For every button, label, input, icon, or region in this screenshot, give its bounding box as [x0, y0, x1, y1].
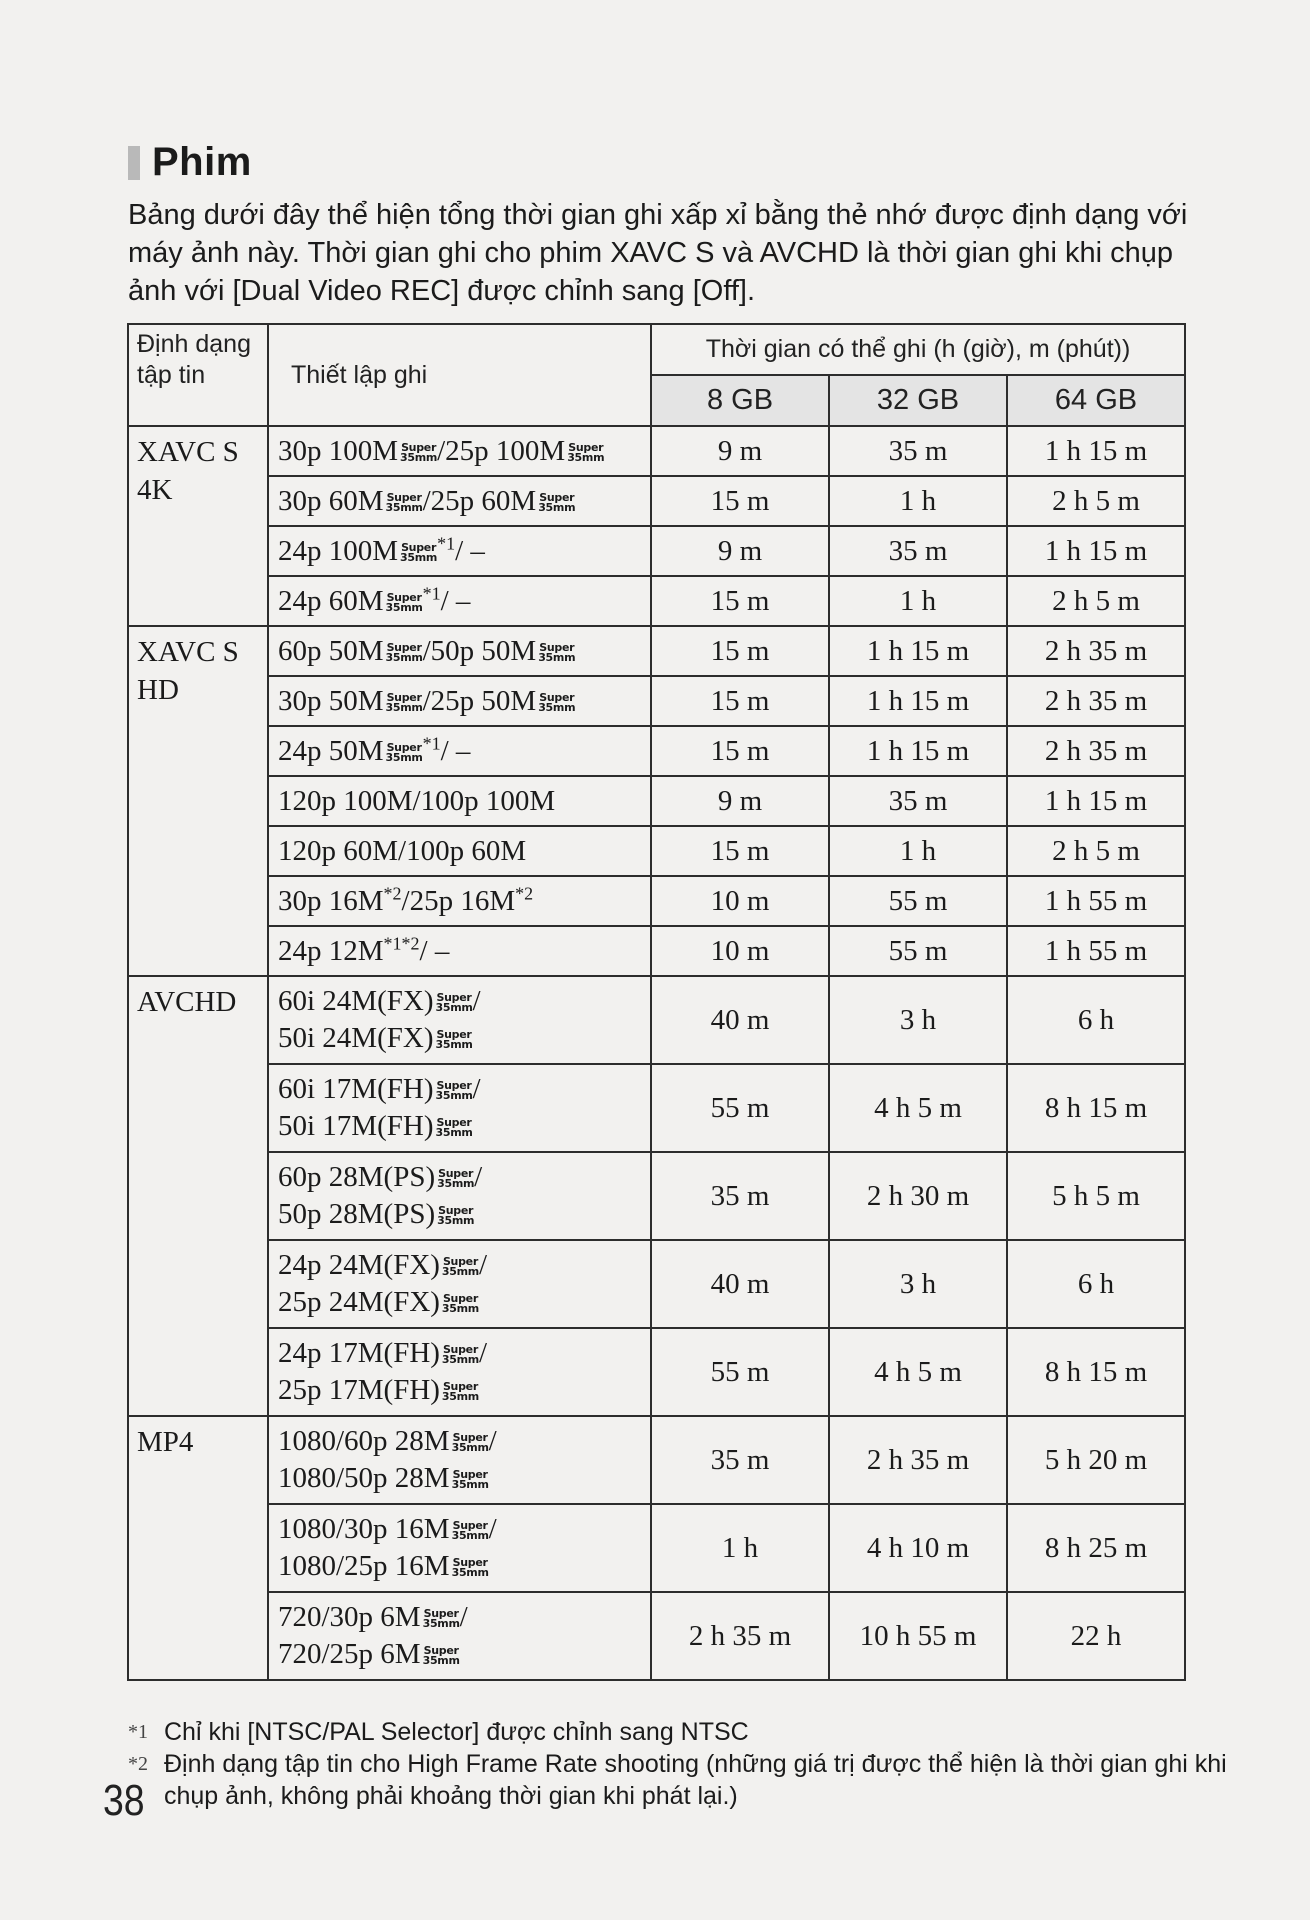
header-capacity-64gb: 64 GB — [1007, 375, 1185, 426]
super35mm-icon: Super 35mm — [435, 1028, 473, 1052]
super35mm-icon: Super 35mm — [435, 1079, 473, 1103]
table-row — [128, 1240, 1185, 1328]
header-capacity-8gb: 8 GB — [651, 375, 829, 426]
super35mm-icon: Super 35mm — [422, 1644, 460, 1668]
super35mm-icon: Super 35mm — [451, 1431, 489, 1455]
heading-marker — [128, 146, 140, 180]
time-8gb-cell: 2 h 35 m — [651, 1592, 829, 1680]
table-row — [128, 1064, 1185, 1152]
time-32gb-cell: 2 h 35 m — [829, 1416, 1007, 1504]
time-64gb-cell: 2 h 5 m — [1007, 576, 1185, 626]
super35mm-icon: Super 35mm — [441, 1343, 479, 1367]
footnote-ref: *1*2 — [383, 932, 420, 953]
table-row — [128, 1416, 1185, 1504]
super35mm-icon: Super 35mm — [435, 991, 473, 1015]
time-64gb-cell: 5 h 5 m — [1007, 1152, 1185, 1240]
table-row — [128, 576, 1185, 626]
super35mm-icon: Super 35mm — [437, 1167, 475, 1191]
table-row — [128, 426, 1185, 476]
footnote-ref: *1 — [422, 732, 441, 753]
time-64gb-cell: 2 h 5 m — [1007, 826, 1185, 876]
record-setting-cell: 120p 60M/100p 60M — [268, 826, 651, 876]
table-row — [128, 1592, 1185, 1680]
time-32gb-cell: 1 h 15 m — [829, 626, 1007, 676]
header-file-format: Định dạng tập tin — [128, 324, 268, 426]
time-8gb-cell: 15 m — [651, 676, 829, 726]
file-format-cell: AVCHD — [128, 976, 268, 1416]
table-row — [128, 1328, 1185, 1416]
time-8gb-cell: 9 m — [651, 426, 829, 476]
super35mm-icon: Super 35mm — [385, 690, 423, 714]
time-64gb-cell: 8 h 15 m — [1007, 1064, 1185, 1152]
time-64gb-cell: 1 h 55 m — [1007, 876, 1185, 926]
footnotes — [128, 1716, 1238, 1812]
record-setting-cell: 24p $12M^{*1*2}/$ – — [268, 926, 651, 976]
table-row — [128, 526, 1185, 576]
super35mm-icon: Super 35mm — [567, 440, 605, 464]
footnote-mark: *2 — [128, 1753, 148, 1775]
section-heading — [128, 140, 252, 185]
record-setting-cell: 24p 17M(FH) Super 35mm / 25p 17M(FH) Super 35mm — [268, 1328, 651, 1416]
time-32gb-cell: 4 h 5 m — [829, 1064, 1007, 1152]
time-64gb-cell: 22 h — [1007, 1592, 1185, 1680]
time-8gb-cell: 35 m — [651, 1416, 829, 1504]
time-32gb-cell: 4 h 10 m — [829, 1504, 1007, 1592]
super35mm-icon: Super 35mm — [385, 490, 423, 514]
time-64gb-cell: 2 h 35 m — [1007, 676, 1185, 726]
time-8gb-cell: 15 m — [651, 476, 829, 526]
table-row — [128, 976, 1185, 1064]
footnote-ref: *1 — [422, 582, 441, 603]
super35mm-icon: Super 35mm — [385, 590, 423, 614]
time-32gb-cell: 2 h 30 m — [829, 1152, 1007, 1240]
footnote-ref: *2 — [383, 882, 402, 903]
super35mm-icon: Super 35mm — [400, 440, 438, 464]
header-capacity-32gb: 32 GB — [829, 375, 1007, 426]
super35mm-icon: Super 35mm — [451, 1519, 489, 1543]
super35mm-icon: Super 35mm — [441, 1292, 479, 1316]
time-64gb-cell: 2 h 35 m — [1007, 626, 1185, 676]
record-setting-cell: 120p 100M/100p 100M — [268, 776, 651, 826]
table-row — [128, 826, 1185, 876]
table-row — [128, 726, 1185, 776]
super35mm-icon: Super 35mm — [538, 640, 576, 664]
table-row — [128, 1152, 1185, 1240]
time-32gb-cell: 3 h — [829, 1240, 1007, 1328]
time-8gb-cell: 10 m — [651, 876, 829, 926]
time-64gb-cell: 5 h 20 m — [1007, 1416, 1185, 1504]
record-setting-cell: 60p 28M(PS) Super 35mm / 50p 28M(PS) Super 35mm — [268, 1152, 651, 1240]
record-setting-cell: 24p 100M Super 35mm $^{*1}$/ – — [268, 526, 651, 576]
record-setting-cell: 30p $16M^{*2}/25p$ $16M^{*2}$ — [268, 876, 651, 926]
file-format-cell: XAVC S HD — [128, 626, 268, 976]
time-64gb-cell: 1 h 55 m — [1007, 926, 1185, 976]
time-8gb-cell: 55 m — [651, 1064, 829, 1152]
time-32gb-cell: 35 m — [829, 776, 1007, 826]
time-8gb-cell: 15 m — [651, 626, 829, 676]
time-8gb-cell: 9 m — [651, 526, 829, 576]
record-setting-cell: 30p 60M Super 35mm /25p 60M Super 35mm — [268, 476, 651, 526]
time-8gb-cell: 10 m — [651, 926, 829, 976]
record-setting-cell: 24p 24M(FX) Super 35mm / 25p 24M(FX) Super 35mm — [268, 1240, 651, 1328]
section-title: Phim — [152, 140, 252, 184]
footnote-2 — [128, 1748, 1238, 1812]
record-setting-cell: 30p 100M Super 35mm /25p 100M Super 35mm — [268, 426, 651, 476]
footnote-ref: *2 — [515, 882, 534, 903]
record-setting-cell: 1080/30p 16M Super 35mm / 1080/25p 16M Super 35mm — [268, 1504, 651, 1592]
record-setting-cell: 1080/60p 28M Super 35mm / 1080/50p 28M Super 35mm — [268, 1416, 651, 1504]
time-32gb-cell: 1 h — [829, 826, 1007, 876]
super35mm-icon: Super 35mm — [435, 1116, 473, 1140]
time-32gb-cell: 4 h 5 m — [829, 1328, 1007, 1416]
super35mm-icon: Super 35mm — [451, 1556, 489, 1580]
header-recordable-time: Thời gian có thể ghi (h (giờ), m (phút)) — [651, 324, 1185, 375]
table-row — [128, 926, 1185, 976]
table-row — [128, 676, 1185, 726]
super35mm-icon: Super 35mm — [385, 640, 423, 664]
table-row — [128, 876, 1185, 926]
time-32gb-cell: 55 m — [829, 876, 1007, 926]
footnote-text: Chỉ khi [NTSC/PAL Selector] được chỉnh sang NTSC — [164, 1718, 749, 1746]
super35mm-icon: Super 35mm — [400, 540, 438, 564]
time-8gb-cell: 55 m — [651, 1328, 829, 1416]
time-8gb-cell: 40 m — [651, 976, 829, 1064]
footnote-mark: *1 — [128, 1721, 148, 1743]
table-body — [128, 426, 1185, 1680]
time-8gb-cell: 15 m — [651, 726, 829, 776]
time-64gb-cell: 8 h 15 m — [1007, 1328, 1185, 1416]
super35mm-icon: Super 35mm — [441, 1380, 479, 1404]
intro-paragraph: Bảng dưới đây thể hiện tổng thời gian ghi xấp xỉ bằng thẻ nhớ được định dạng với máy ảnh này. Thời gian ghi cho phim XAVC S và AVCHD là thời gian ghi khi chụp ảnh với [Dual Video REC] được chỉnh sang [Off]. — [128, 199, 1188, 307]
time-32gb-cell: 35 m — [829, 526, 1007, 576]
time-8gb-cell: 35 m — [651, 1152, 829, 1240]
table-row — [128, 1504, 1185, 1592]
super35mm-icon: Super 35mm — [538, 690, 576, 714]
time-32gb-cell: 1 h 15 m — [829, 726, 1007, 776]
footnote-text: Định dạng tập tin cho High Frame Rate shooting (những giá trị được thể hiện là thời gian ghi khi chụp ảnh, không phải khoảng thời gian khi phát lại.) — [164, 1750, 1227, 1810]
time-32gb-cell: 1 h 15 m — [829, 676, 1007, 726]
record-setting-cell: 24p 50M Super 35mm $^{*1}$/ – — [268, 726, 651, 776]
super35mm-icon: Super 35mm — [437, 1204, 475, 1228]
time-32gb-cell: 55 m — [829, 926, 1007, 976]
time-64gb-cell: 1 h 15 m — [1007, 426, 1185, 476]
time-8gb-cell: 1 h — [651, 1504, 829, 1592]
time-32gb-cell: 35 m — [829, 426, 1007, 476]
header-record-setting: Thiết lập ghi — [268, 324, 651, 426]
time-8gb-cell: 15 m — [651, 826, 829, 876]
time-64gb-cell: 2 h 5 m — [1007, 476, 1185, 526]
time-64gb-cell: 1 h 15 m — [1007, 526, 1185, 576]
super35mm-icon: Super 35mm — [422, 1607, 460, 1631]
record-setting-cell: 24p 60M Super 35mm $^{*1}$/ – — [268, 576, 651, 626]
footnote-1 — [128, 1716, 1238, 1748]
super35mm-icon: Super 35mm — [451, 1468, 489, 1492]
time-64gb-cell: 2 h 35 m — [1007, 726, 1185, 776]
time-64gb-cell: 6 h — [1007, 1240, 1185, 1328]
table-row — [128, 776, 1185, 826]
time-8gb-cell: 15 m — [651, 576, 829, 626]
page-number: 38 — [103, 1776, 145, 1825]
record-setting-cell: 30p 50M Super 35mm /25p 50M Super 35mm — [268, 676, 651, 726]
footnote-ref: *1 — [437, 532, 456, 553]
time-64gb-cell: 1 h 15 m — [1007, 776, 1185, 826]
super35mm-icon: Super 35mm — [441, 1255, 479, 1279]
file-format-cell: XAVC S 4K — [128, 426, 268, 626]
table-row — [128, 626, 1185, 676]
table-row — [128, 476, 1185, 526]
time-64gb-cell: 8 h 25 m — [1007, 1504, 1185, 1592]
record-setting-cell: 60p 50M Super 35mm /50p 50M Super 35mm — [268, 626, 651, 676]
record-setting-cell: 60i 24M(FX) Super 35mm / 50i 24M(FX) Super 35mm — [268, 976, 651, 1064]
time-32gb-cell: 10 h 55 m — [829, 1592, 1007, 1680]
time-8gb-cell: 40 m — [651, 1240, 829, 1328]
file-format-cell: MP4 — [128, 1416, 268, 1680]
time-32gb-cell: 3 h — [829, 976, 1007, 1064]
time-32gb-cell: 1 h — [829, 476, 1007, 526]
super35mm-icon: Super 35mm — [538, 490, 576, 514]
time-64gb-cell: 6 h — [1007, 976, 1185, 1064]
record-setting-cell: 720/30p 6M Super 35mm / 720/25p 6M Super 35mm — [268, 1592, 651, 1680]
record-setting-cell: 60i 17M(FH) Super 35mm / 50i 17M(FH) Super 35mm — [268, 1064, 651, 1152]
recording-time-table — [127, 323, 1186, 1681]
time-8gb-cell: 9 m — [651, 776, 829, 826]
time-32gb-cell: 1 h — [829, 576, 1007, 626]
super35mm-icon: Super 35mm — [385, 740, 423, 764]
